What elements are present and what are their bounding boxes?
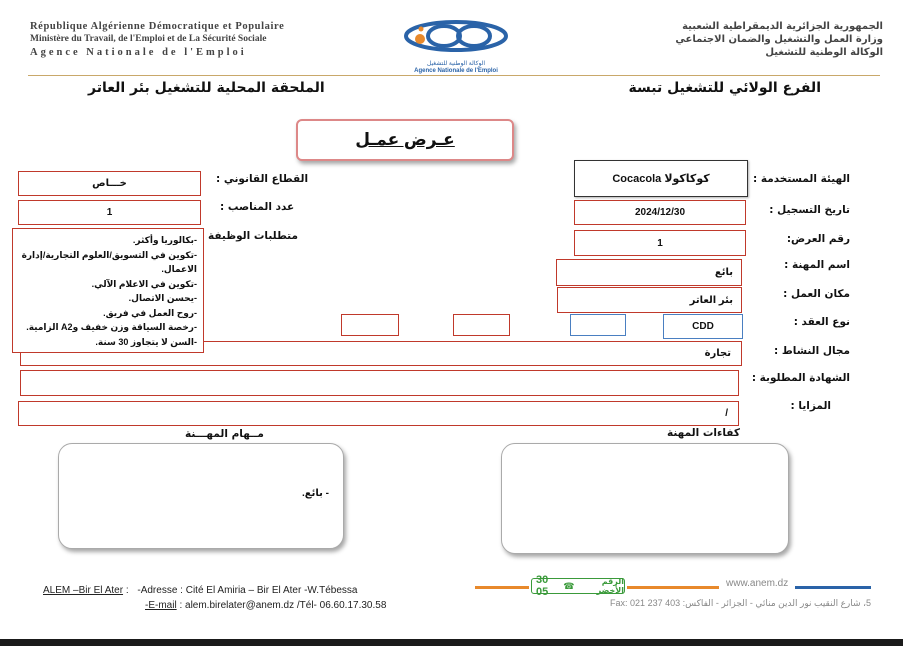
legal-sector-box — [18, 171, 201, 196]
employer-label: الهيئة المستخدمة : — [753, 173, 850, 185]
header-fr-line-1: République Algérienne Démocratique et Populaire — [30, 21, 285, 32]
requirements-list — [12, 228, 204, 353]
header-ar-line-1: الجمهورية الجزائرية الديمقراطية الشعبية — [682, 21, 883, 32]
green-number-badge — [531, 574, 625, 598]
contract-type-box — [663, 314, 743, 339]
header-fr-line-2: Ministère du Travail, de l'Emploi et de La Sécurité Sociale — [30, 34, 267, 44]
registration-date-label: تاريخ التسجيل : — [769, 204, 850, 216]
benefits-box — [18, 401, 739, 426]
skills-title: كفاءات المهنة — [667, 427, 740, 439]
requirements-label: متطلبات الوظيفة — [208, 230, 298, 242]
bottom-border — [0, 639, 903, 646]
requirement-item: -يحسن الاتصال. — [128, 293, 197, 303]
positions-box — [18, 200, 201, 225]
requirement-item: -السن لا يتجاوز 30 سنة. — [95, 336, 197, 347]
employer-value: كوكاكولا Cocacola — [612, 173, 710, 185]
tasks-value: - بائع. — [302, 488, 329, 499]
header-divider — [28, 75, 880, 76]
benefits-label: المزايا : — [790, 400, 831, 412]
header-fr-line-3: Agence Nationale de l'Emploi — [30, 47, 247, 58]
tasks-box — [58, 443, 344, 549]
header-ar — [543, 20, 883, 59]
work-place-label: مكان العمل : — [783, 288, 850, 300]
footer-colon: : — [125, 585, 129, 596]
positions-value: 1 — [106, 207, 113, 218]
footer-website: www.anem.dz — [726, 578, 789, 589]
registration-date-value: 2024/12/30 — [634, 207, 686, 218]
legal-sector-label: القطاع القانوني : — [216, 173, 309, 185]
job-name-label: اسم المهنة : — [784, 259, 850, 271]
required-degree-box — [20, 370, 739, 396]
work-place-value: بئر العاتر — [689, 294, 733, 306]
green-label: الرقم الأخضر — [596, 577, 624, 595]
requirement-item: -تكوين في الاعلام الآلي. — [91, 278, 197, 289]
phone-icon: ☎ — [563, 580, 575, 591]
requirement-item: -تكوين في التسويق/العلوم التجارية/إدارة الاعمال. — [21, 249, 197, 274]
job-name-box — [556, 259, 742, 286]
footer-right-rule-1 — [475, 586, 529, 589]
contract-option-box-2 — [453, 314, 510, 336]
anem-logo-mark — [400, 16, 512, 56]
benefits-value: / — [725, 408, 728, 419]
header-fr — [30, 20, 284, 59]
footer-address: -Adresse : Cité El Amiria – Bir El Ater -W.Tébessa — [137, 585, 358, 596]
tasks-title: مــهام المهـــنة — [185, 428, 264, 440]
page-title: عـرض عمـل — [355, 130, 455, 149]
registration-date-box — [574, 200, 746, 225]
offer-number-value: 1 — [657, 237, 663, 249]
employer-value-box — [574, 160, 748, 197]
legal-sector-value: خـــاص — [92, 178, 127, 189]
job-name-value: بائع — [714, 267, 733, 278]
header-ar-line-2: وزارة العمل والتشغيل والضمان الاجتماعي — [675, 34, 883, 45]
requirement-item: -بكالوريا وأكثر. — [132, 235, 197, 245]
footer-right-rule-2 — [627, 586, 719, 589]
title-box — [296, 119, 514, 161]
footer-address-ar: 5، شارع النقيب نور الدين منائي - الجزائر - الفاكس: Fax: 021 237 403 — [610, 598, 871, 608]
skills-box — [501, 443, 789, 554]
footer-alem: ALEM –Bir El Ater — [43, 585, 124, 596]
footer-email-value: : alem.birelater@anem.dz /Tél- 06.60.17.30.58 — [179, 600, 387, 611]
green-number: 30 05 — [536, 574, 549, 598]
footer-email-label: -E-mail — [145, 600, 177, 611]
footer-right-rule-3 — [795, 586, 871, 589]
contract-option-box-1 — [570, 314, 626, 336]
activity-field-label: مجال النشاط : — [774, 345, 850, 357]
requirement-item: -رخصة السياقة وزن خفيف وA2 الزامية. — [26, 322, 197, 332]
footer-line-1 — [43, 585, 357, 596]
anem-logo — [400, 16, 512, 72]
footer-line-2 — [145, 600, 386, 611]
branch-right: الفرع الولائي للتشغيل تبسة — [628, 80, 821, 96]
positions-label: عدد المناصب : — [220, 201, 295, 213]
requirement-item: -روح العمل في فريق. — [103, 307, 197, 318]
contract-type-label: نوع العقد : — [793, 316, 850, 328]
branch-left: الملحقة المحلية للتشغيل بئر العاتر — [88, 80, 325, 96]
offer-number-label: رقم العرض: — [786, 233, 850, 245]
logo-text-fr: Agence Nationale de l'Emploi — [414, 68, 498, 74]
work-place-box — [557, 287, 742, 313]
contract-type-value: CDD — [692, 321, 714, 332]
header-ar-line-3: الوكالة الوطنية للتشغيل — [765, 47, 883, 58]
contract-option-box-3 — [341, 314, 399, 336]
offer-number-box — [574, 230, 746, 256]
logo-text-ar: الوكالة الوطنية للتشغيل — [426, 61, 486, 67]
required-degree-label: الشهادة المطلوبة : — [751, 372, 850, 384]
activity-field-value: تجارة — [704, 348, 731, 359]
